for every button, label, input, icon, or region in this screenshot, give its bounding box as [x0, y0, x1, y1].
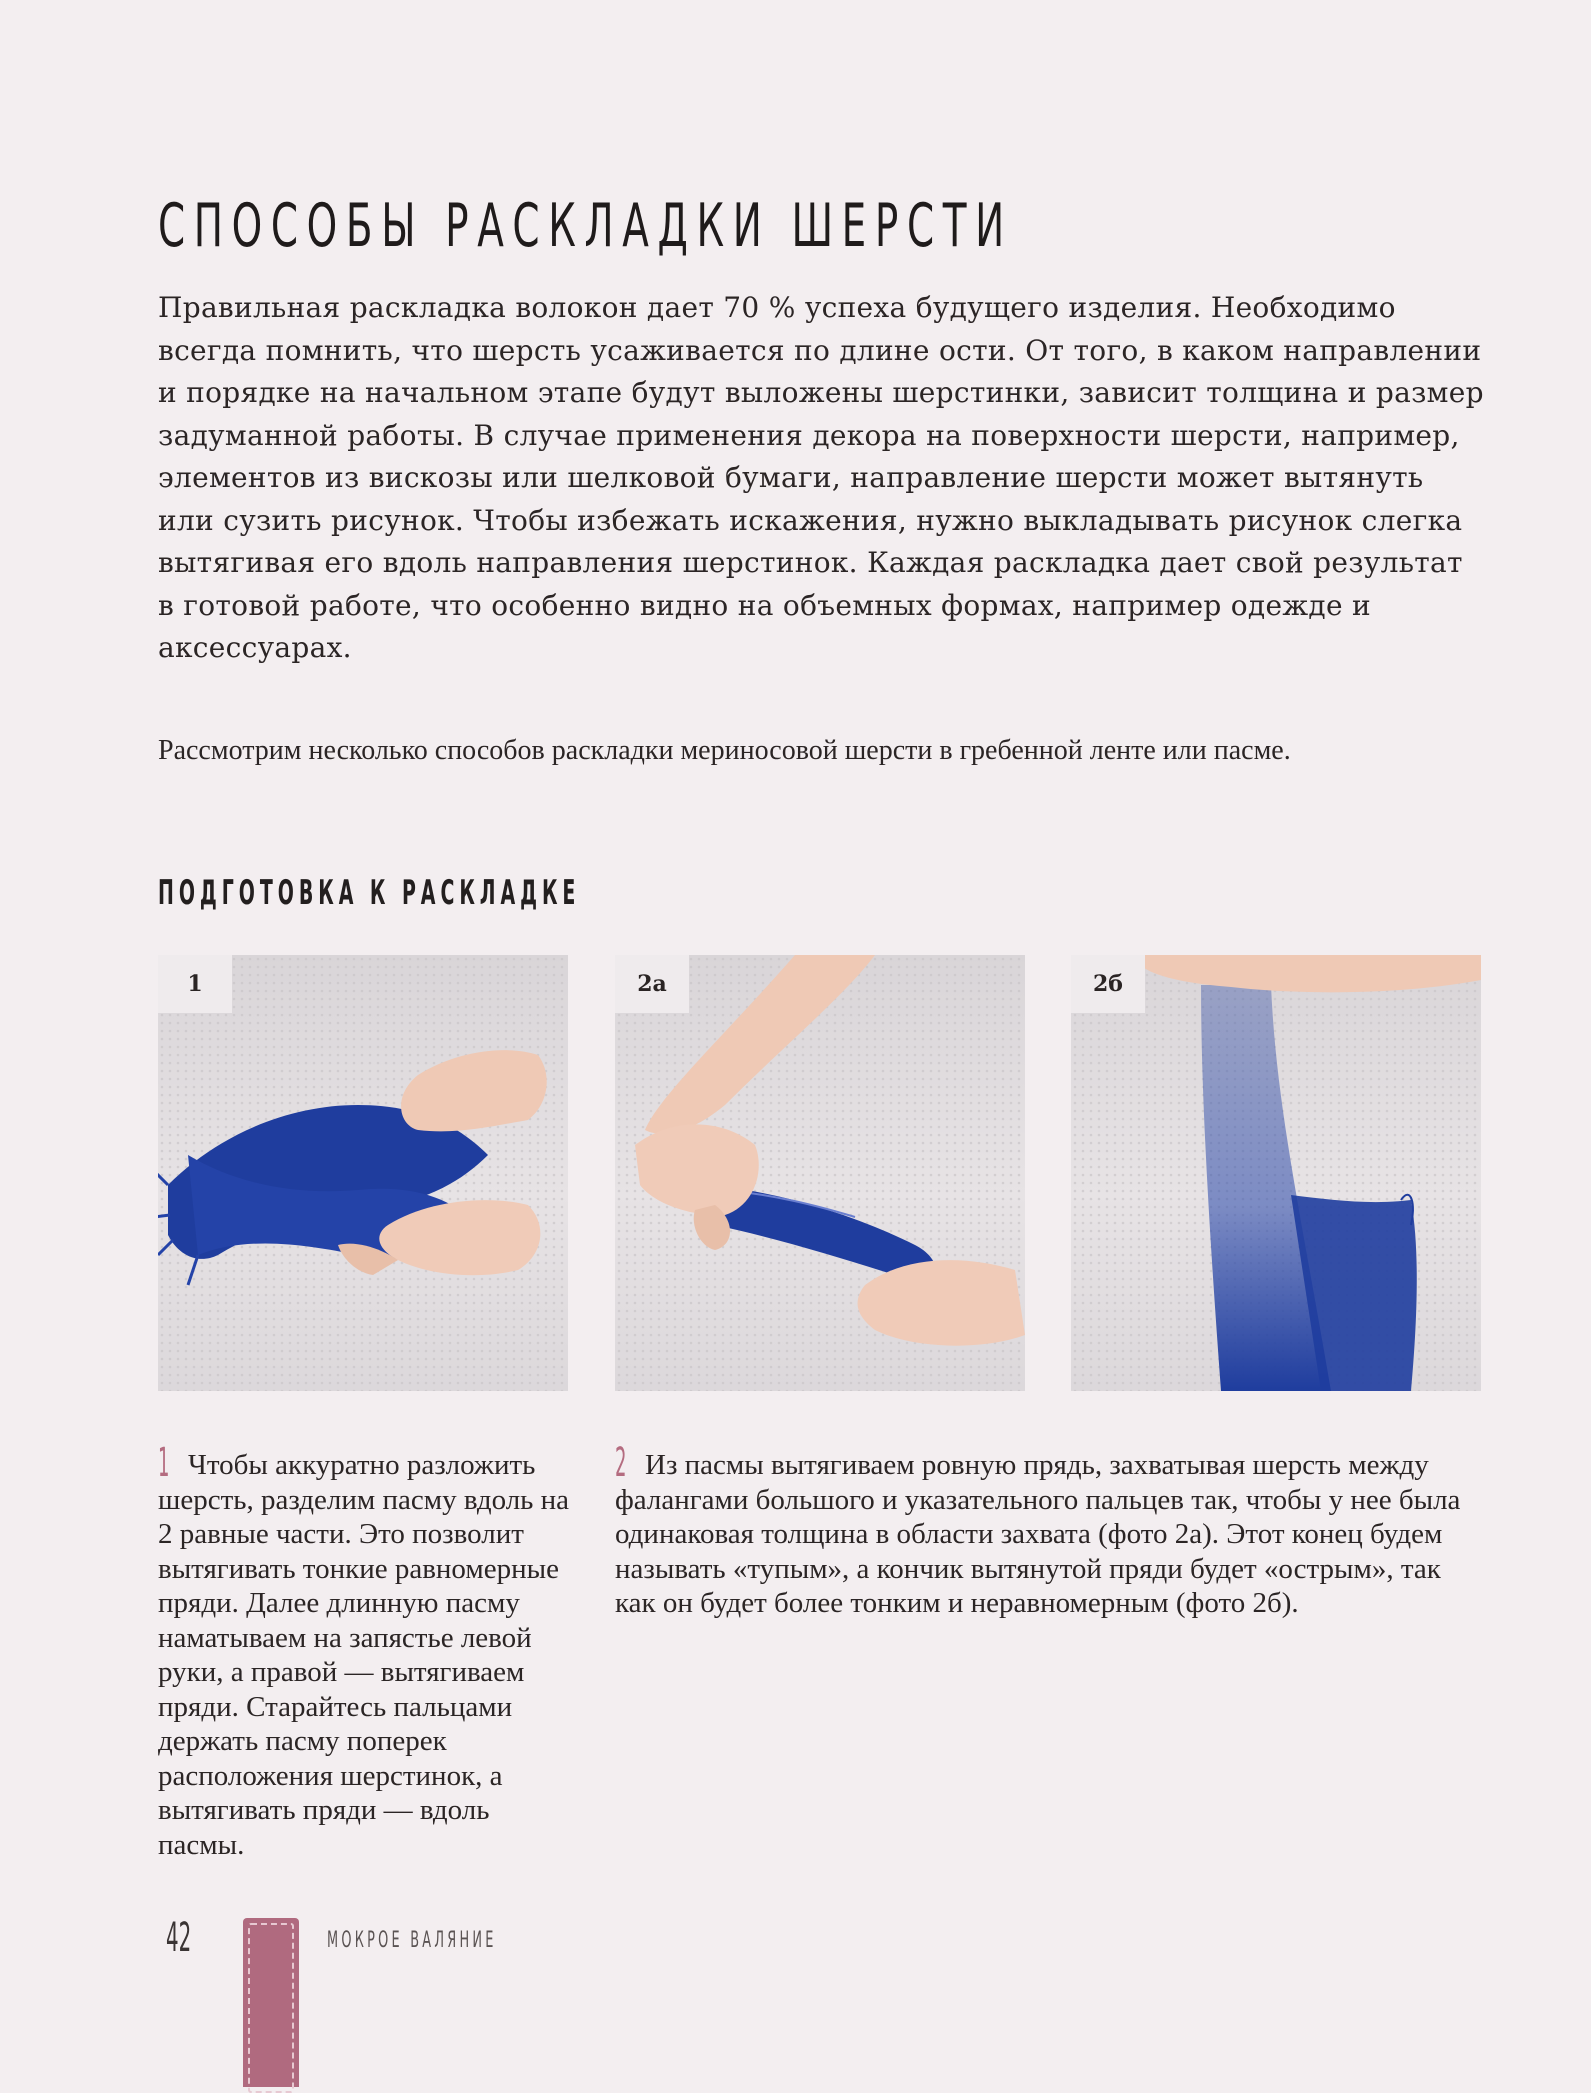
step-1-text: Чтобы аккуратно разложить шерсть, разделим пасму вдоль на 2 равные части. Это позволит вытягивать тонкие равномерные пряди. Далее длинную пасму наматываем на запястье левой руки, а правой — вытягиваем пряди. Старайтесь пальцами держать пасму поперек расположения шерстинок, а вытягивать пряди — вдоль пасмы. [158, 1449, 570, 1861]
step-1-number: 1 [158, 1440, 170, 1486]
running-header: МОКРОЕ ВАЛЯНИЕ [327, 1928, 497, 1953]
page-tab-decoration [243, 1918, 299, 2087]
lead-paragraph: Рассмотрим несколько способов раскладки мериносовой шерсти в гребенной ленте или пасме. [158, 735, 1291, 766]
photo-1-label: 1 [158, 955, 232, 1013]
photo-2b [1071, 955, 1481, 1391]
intro-paragraph: Правильная раскладка волокон дает 70 % успеха будущего изделия. Необходимо всегда помнить, что шерсть усаживается по длине ости. От того, в каком направлении и порядке на начальном этапе будут выложены шерстинки, зависит толщина и размер задуманной работы. В случае применения декора на поверхности шерсти, например, элементов из вискозы или шелковой бумаги, направление шерсти может вытянуть или сузить рисунок. Чтобы избежать искажения, нужно выкладывать рисунок слегка вытягивая его вдоль направления шерстинок. Каждая раскладка дает свой результат в готовой работе, что особенно видно на объемных формах, например одежде и аксессуарах. [158, 291, 1484, 664]
photo-1-illustration [158, 955, 568, 1391]
page-title: СПОСОБЫ РАСКЛАДКИ ШЕРСТИ [158, 191, 1013, 262]
photo-1 [158, 955, 568, 1391]
photo-2b-label: 2б [1071, 955, 1145, 1013]
step-2-text: Из пасмы вытягиваем ровную прядь, захватывая шерсть между фалангами большого и указательного пальцев так, чтобы у нее была одинаковая толщина в области захвата (фото 2а). Этот конец будем называть «тупым», а кончик вытянутой пряди будет «острым», так как он будет более тонким и неравномерным (фото 2б). [615, 1449, 1461, 1619]
step-2-number: 2 [615, 1440, 627, 1486]
page-number: 42 [166, 1915, 192, 1961]
photo-2a-label: 2а [615, 955, 689, 1013]
photo-2b-illustration [1071, 955, 1481, 1391]
step-2 [615, 1440, 1485, 1621]
step-1 [158, 1440, 578, 1862]
section-subtitle: ПОДГОТОВКА К РАСКЛАДКЕ [158, 873, 581, 914]
photo-2a [615, 955, 1025, 1391]
photo-2a-illustration [615, 955, 1025, 1391]
